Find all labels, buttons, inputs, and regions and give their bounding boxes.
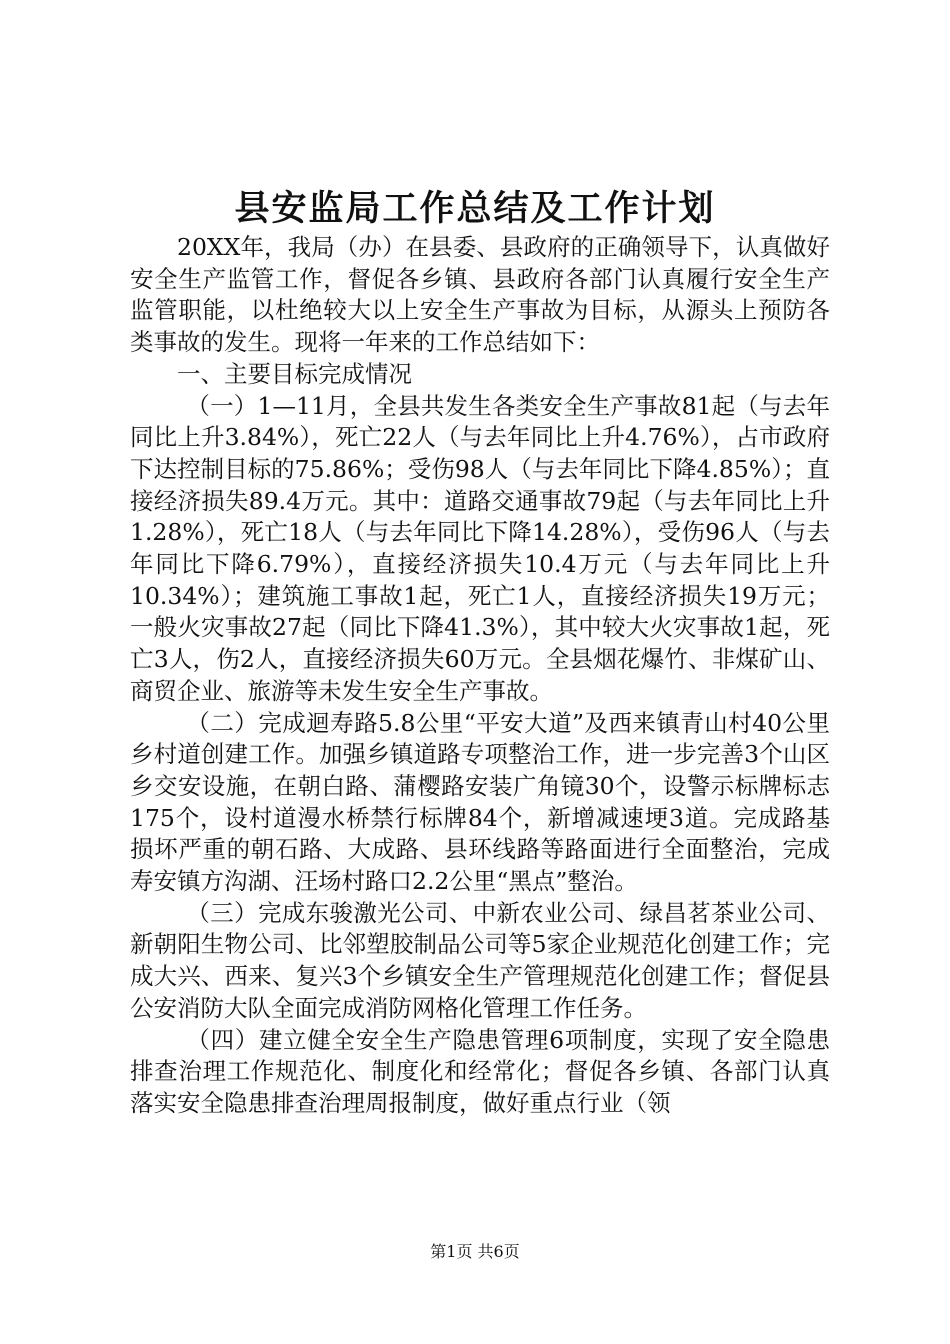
- document-body: [130, 232, 830, 1120]
- page-number: 第1页 共6页: [430, 1242, 520, 1261]
- item-paragraph-3: （三）完成东骏激光公司、中新农业公司、绿昌茗茶业公司、新朝阳生物公司、比邻塑胶制品公司等5家企业规范化创建工作；完成大兴、西来、复兴3个乡镇安全生产管理规范化创建工作；督促县公安消防大队全面完成消防网格化管理工作任务。: [130, 898, 830, 1022]
- item-paragraph-1: （一）1—11月，全县共发生各类安全生产事故81起（与去年同比上升3.84%），死亡22人（与去年同比上升4.76%），占市政府下达控制目标的75.86%；受伤98人（与去年同比下降4.85%）；直接经济损失89.4万元。其中：道路交通事故79起（与去年同比上升1.28%），死亡18人（与去年同比下降14.28%），受伤96人（与去年同比下降6.79%），直接经济损失10.4万元（与去年同比上升10.34%）；建筑施工事故1起，死亡1人，直接经济损失19万元；一般火灾事故27起（同比下降41.3%），其中较大火灾事故1起，死亡3人，伤2人，直接经济损失60万元。全县烟花爆竹、非煤矿山、商贸企业、旅游等未发生安全生产事故。: [130, 391, 830, 705]
- intro-paragraph: 20XX年，我局（办）在县委、县政府的正确领导下，认真做好安全生产监管工作，督促各乡镇、县政府各部门认真履行安全生产监管职能，以杜绝较大以上安全生产事故为目标，从源头上预防各类事故的发生。现将一年来的工作总结如下：: [130, 233, 830, 357]
- item-paragraph-2: （二）完成迴寿路5.8公里“平安大道”及西来镇青山村40公里乡村道创建工作。加强乡镇道路专项整治工作，进一步完善3个山区乡交安设施，在朝白路、蒲樱路安装广角镜30个，设警示标牌标志175个，设村道漫水桥禁行标牌84个，新增减速埂3道。完成路基损坏严重的朝石路、大成路、县环线路等路面进行全面整治，完成寿安镇方沟湖、汪场村路口2.2公里“黑点”整治。: [130, 708, 830, 896]
- document-title: 县安监局工作总结及工作计划: [234, 188, 716, 229]
- item-paragraph-4: （四）建立健全安全生产隐患管理6项制度，实现了安全隐患排查治理工作规范化、制度化和经常化；督促各乡镇、各部门认真落实安全隐患排查治理周报制度，做好重点行业（领: [130, 1025, 830, 1117]
- section-heading: 一、主要目标完成情况: [177, 359, 412, 388]
